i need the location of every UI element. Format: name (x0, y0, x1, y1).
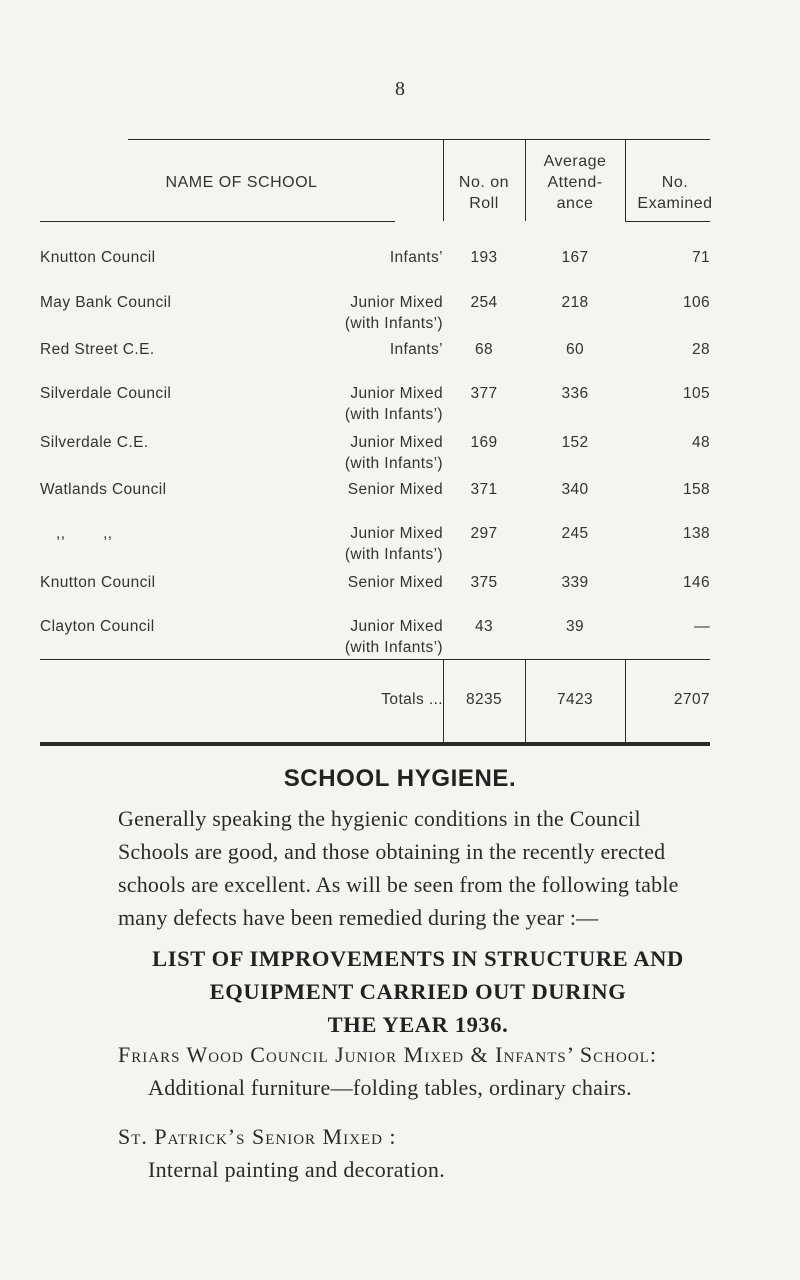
paragraph-line: schools are excellent. As will be seen from the following table (118, 872, 679, 897)
school-type: Infants’ (389, 249, 443, 266)
school-type: Senior Mixed (347, 481, 443, 498)
average-attendance: 340 (561, 481, 589, 498)
no-examined: 48 (691, 434, 710, 451)
average-attendance: 339 (561, 574, 589, 591)
school-name: Silverdale C.E. (40, 434, 149, 451)
no-examined: 138 (682, 525, 710, 542)
no-examined: 71 (691, 249, 710, 266)
school-name: Silverdale Council (40, 385, 172, 402)
no-examined: 105 (682, 385, 710, 402)
school-name: Knutton Council (40, 249, 156, 266)
header-attendance-line: Average (543, 153, 607, 170)
no-examined: 28 (691, 341, 710, 358)
no-on-roll: 371 (470, 481, 498, 498)
hygiene-paragraph (118, 802, 718, 934)
item-text-st-patricks: Internal painting and decoration. (148, 1157, 446, 1182)
average-attendance: 39 (565, 618, 585, 635)
school-name: Red Street C.E. (40, 341, 155, 358)
school-name: Knutton Council (40, 574, 156, 591)
school-type: (with Infants’) (344, 315, 443, 332)
school-type: (with Infants’) (344, 639, 443, 656)
no-on-roll: 68 (474, 341, 494, 358)
total-examined: 2707 (673, 691, 710, 708)
header-roll-line: No. on (458, 174, 510, 191)
school-type: Junior Mixed (350, 294, 443, 311)
school-name: Clayton Council (40, 618, 155, 635)
school-name: Watlands Council (40, 481, 167, 498)
school-type: Junior Mixed (350, 385, 443, 402)
header-bottom-rule (40, 221, 395, 222)
no-on-roll: 377 (470, 385, 498, 402)
improvements-heading-line: THE YEAR 1936. (327, 1012, 509, 1037)
header-no-on-roll (443, 172, 525, 214)
header-roll-line: Roll (469, 195, 499, 212)
improvements-heading-line: LIST OF IMPROVEMENTS IN STRUCTURE AND (152, 946, 684, 971)
header-average-attendance (525, 151, 625, 214)
paragraph-line: Schools are good, and those obtaining in the recently erected (118, 839, 666, 864)
average-attendance: 336 (561, 385, 589, 402)
school-attendance-table (40, 139, 713, 747)
table-bottom-rule (40, 742, 710, 746)
school-type: Senior Mixed (347, 574, 443, 591)
school-name: May Bank Council (40, 294, 172, 311)
paragraph-line: Generally speaking the hygienic conditions in the Council (118, 806, 641, 831)
school-type: (with Infants’) (344, 546, 443, 563)
average-attendance: 167 (561, 249, 589, 266)
paragraph-line: many defects have been remedied during the year :— (118, 905, 599, 930)
item-title-st-patricks: St. Patrick’s Senior Mixed : (118, 1124, 397, 1149)
item-title-friars-wood: Friars Wood Council Junior Mixed & Infants’ School: (118, 1042, 657, 1067)
school-type: Junior Mixed (350, 434, 443, 451)
no-on-roll: 375 (470, 574, 498, 591)
header-bottom-rule-right (625, 221, 710, 222)
improvements-heading (118, 942, 718, 1041)
school-type: Junior Mixed (350, 525, 443, 542)
average-attendance: 60 (565, 341, 585, 358)
school-name: ,, ,, (56, 525, 113, 542)
header-examined-line: Examined (637, 195, 713, 212)
no-on-roll: 169 (470, 434, 498, 451)
average-attendance: 245 (561, 525, 589, 542)
header-no-examined (625, 172, 725, 214)
header-examined-line: No. (661, 174, 689, 191)
school-type: Junior Mixed (350, 618, 443, 635)
totals-top-rule (40, 659, 710, 660)
total-attendance: 7423 (556, 691, 594, 708)
no-examined: — (694, 618, 710, 635)
section-heading: SCHOOL HYGIENE. (283, 765, 517, 792)
header-attendance-line: ance (556, 195, 594, 212)
total-roll: 8235 (465, 691, 503, 708)
no-on-roll: 254 (470, 294, 498, 311)
no-on-roll: 297 (470, 525, 498, 542)
improvements-heading-line: EQUIPMENT CARRIED OUT DURING (209, 979, 627, 1004)
page-number: 8 (395, 78, 405, 100)
no-examined: 106 (682, 294, 710, 311)
totals-label: Totals ... (381, 691, 443, 708)
header-attendance-line: Attend- (547, 174, 603, 191)
no-examined: 158 (682, 481, 710, 498)
table-top-rule (128, 139, 710, 140)
average-attendance: 152 (561, 434, 589, 451)
header-name-of-school: NAME OF SCHOOL (165, 174, 318, 191)
no-on-roll: 43 (474, 618, 494, 635)
no-examined: 146 (682, 574, 710, 591)
average-attendance: 218 (561, 294, 589, 311)
no-on-roll: 193 (470, 249, 498, 266)
school-type: Infants’ (389, 341, 443, 358)
item-text-friars-wood: Additional furniture—folding tables, ordinary chairs. (148, 1075, 632, 1100)
school-type: (with Infants’) (344, 406, 443, 423)
school-type: (with Infants’) (344, 455, 443, 472)
